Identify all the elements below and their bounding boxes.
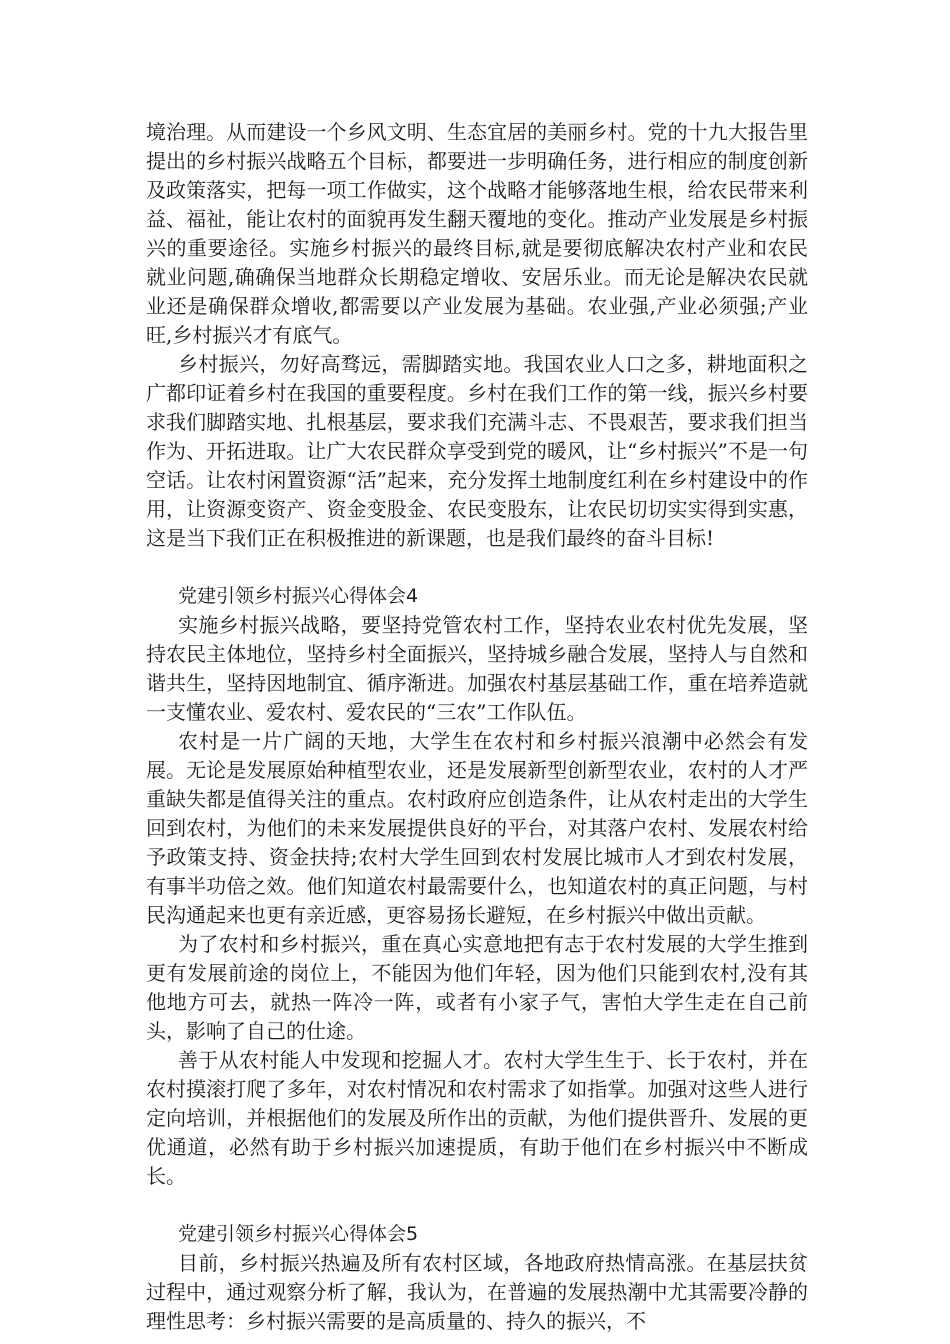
body-paragraph: 实施乡村振兴战略，要坚持党管农村工作，坚持农业农村优先发展，坚持农民主体地位，坚持乡村全面振兴，坚持城乡融合发展，坚持人与自然和谐共生，坚持因地制宜、循序渐进。加强农村基层基础工作，重在培养造就一支懂农业、爱农村、爱农民的“三农”工作队伍。 xyxy=(146,613,808,724)
body-paragraph: 境治理。从而建设一个乡风文明、生态宜居的美丽乡村。党的十九大报告里提出的乡村振兴战略五个目标，都要进一步明确任务，进行相应的制度创新及政策落实，把每一项工作做实，这个战略才能够落地生根，给农民带来利益、福祉，能让农村的面貌再发生翻天覆地的变化。推动产业发展是乡村振兴的重要途径。实施乡村振兴的最终目标,就是要彻底解决农村产业和农民就业问题,确确保当地群众长期稳定增收、安居乐业。而无论是解决农民就业还是确保群众增收,都需要以产业发展为基础。农业强,产业必须强;产业旺,乡村振兴才有底气。 xyxy=(146,120,808,347)
section-heading: 党建引领乡村振兴心得体会5 xyxy=(178,1223,419,1245)
body-paragraph: 目前，乡村振兴热遍及所有农村区域，各地政府热情高涨。在基层扶贫过程中，通过观察分析了解，我认为，在普遍的发展热潮中尤其需要冷静的理性思考：乡村振兴需要的是高质量的、持久的振兴，不 xyxy=(146,1251,808,1333)
body-paragraph: 乡村振兴，勿好高骛远，需脚踏实地。我国农业人口之多，耕地面积之广都印证着乡村在我国的重要程度。乡村在我们工作的第一线，振兴乡村要求我们脚踏实地、扎根基层，要求我们充满斗志、不畏艰苦，要求我们担当作为、开拓进取。让广大农民群众享受到党的暖风，让“乡村振兴”不是一句空话。让农村闲置资源“活”起来，充分发挥土地制度红利在乡村建设中的作用，让资源变资产、资金变股金、农民变股东，让农民切切实实得到实惠，这是当下我们正在积极推进的新课题，也是我们最终的奋斗目标! xyxy=(146,352,808,550)
section-heading: 党建引领乡村振兴心得体会4 xyxy=(178,585,419,607)
body-paragraph: 为了农村和乡村振兴，重在真心实意地把有志于农村发展的大学生推到更有发展前途的岗位上，不能因为他们年轻，因为他们只能到农村,没有其他地方可去，就热一阵冷一阵，或者有小家子气，害怕大学生走在自己前头，影响了自己的仕途。 xyxy=(146,932,808,1043)
document-body xyxy=(146,118,808,1336)
body-paragraph: 农村是一片广阔的天地，大学生在农村和乡村振兴浪潮中必然会有发展。无论是发展原始种植型农业，还是发展新型创新型农业，农村的人才严重缺失都是值得关注的重点。农村政府应创造条件，让从农村走出的大学生回到农村，为他们的未来发展提供良好的平台，对其落户农村、发展农村给予政策支持、资金扶持;农村大学生回到农村发展比城市人才到农村发展，有事半功倍之效。他们知道农村最需要什么，也知道农村的真正问题，与村民沟通起来也更有亲近感，更容易扬长避短，在乡村振兴中做出贡献。 xyxy=(146,729,808,927)
body-paragraph: 善于从农村能人中发现和挖掘人才。农村大学生生于、长于农村，并在农村摸滚打爬了多年，对农村情况和农村需求了如指掌。加强对这些人进行定向培训，并根据他们的发展及所作出的贡献，为他们提供晋升、发展的更优通道，必然有助于乡村振兴加速提质，有助于他们在乡村振兴中不断成长。 xyxy=(146,1048,808,1188)
